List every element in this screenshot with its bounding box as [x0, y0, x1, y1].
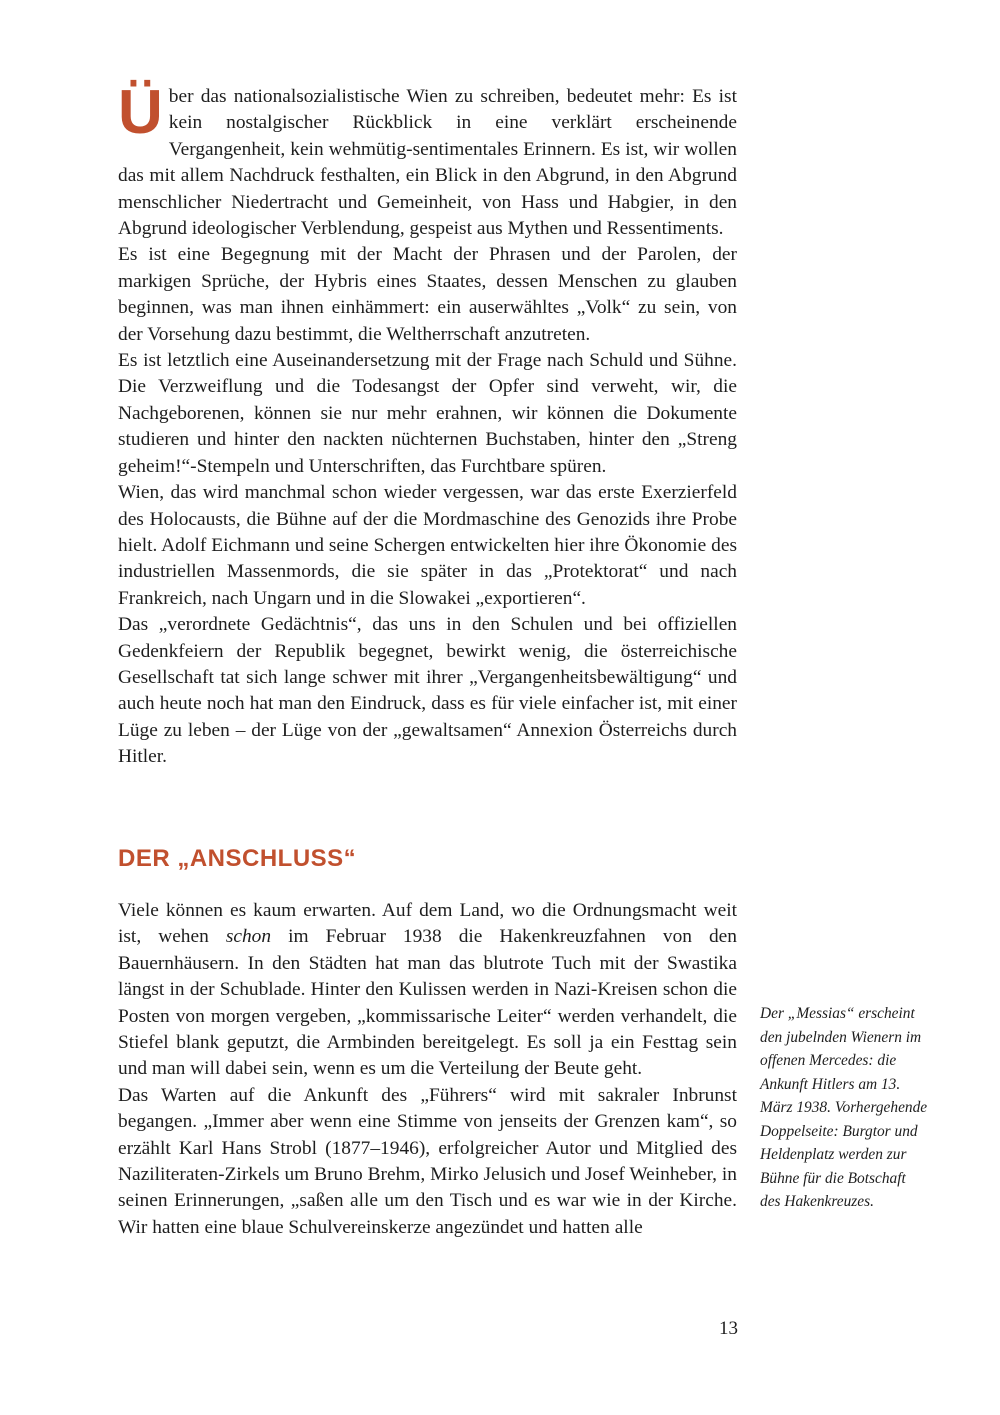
section-paragraph-1	[118, 898, 737, 1083]
section-paragraph-2: Das Warten auf die Ankunft des „Führers“ wird mit sakraler Inbrunst begangen. „Immer aber wenn eine Stimme von jenseits der Grenzen kam“, so erzählt Karl Hans Strobl (1877–1946), erfolgreicher Autor und Mitglied des Naziliteraten-Zirkels um Bruno Brehm, Mirko Jelusich und Josef Weinheber, in seinen Erinnerungen, „saßen alle um den Tisch und es war wie in der Kirche. Wir hatten eine blaue Schulvereinskerze angezündet und hatten alle	[118, 1084, 737, 1238]
intro-paragraph-3: Es ist letztlich eine Auseinandersetzung mit der Frage nach Schuld und Sühne. Die Verzweiflung und die Todesangst der Opfer sind verweht, wir, die Nachgeborenen, können sie nur mehr erahnen, wir können die Dokumente studieren und hinter den nackten nüchternen Buchstaben, hinter den „Streng geheim!“-Stempeln und Unterschriften, das Furchtbare spüren.	[118, 350, 737, 477]
section-text-block	[118, 898, 737, 1241]
emphasized-word: schon	[225, 926, 272, 948]
drop-cap-letter: Ü	[118, 78, 163, 147]
section-heading: DER „ANSCHLUSS“	[118, 845, 357, 872]
section-paragraph-1-start: Viele können es kaum erwarten. Auf dem Land, wo die Ordnungsmacht weit ist, wehen	[118, 900, 737, 948]
page-number: 13	[719, 1318, 738, 1339]
intro-paragraph-1-text: ber das nationalsozialistische Wien zu schreiben, bedeutet mehr: Es ist kein nostalgischer Rückblick in eine verklärt erscheinende Vergangenheit, kein wehmütig-sentimentales Erinnern. Es ist, wir wollen das mit allem Nachdruck festhalten, ein Blick in den Abgrund, in den Abgrund menschlicher Niedertracht und Gemeinheit, von Hass und Habgier, in den Abgrund ideologischer Verblendung, gespeist aus Mythen und Ressentiments.	[118, 86, 737, 240]
section-paragraph-1-rest: im Februar 1938 die Hakenkreuzfahnen von den Bauernhäusern. In den Städten hat man das blutrote Tuch mit der Swastika längst in der Schublade. Hinter den Kulissen werden in Nazi-Kreisen schon die Posten von morgen vergeben, „kommissarische Leiter“ werden verhandelt, die Stiefel blank geputzt, die Armbinden bereitgelegt. Es soll ja ein Festtag sein und man will dabei sein, wenn es um die Verteilung der Beute geht.	[118, 926, 737, 1080]
image-caption: Der „Messias“ erscheint den jubelnden Wienern im offenen Mercedes: die Ankunft Hitlers am 13. März 1938. Vorhergehende Doppelseite: Burgtor und Heldenplatz werden zur Bühne für die Botschaft des Hakenkreuzes.	[760, 1005, 928, 1210]
intro-paragraph-1	[118, 78, 737, 242]
intro-text-block	[118, 78, 737, 771]
intro-paragraph-2: Es ist eine Begegnung mit der Macht der Phrasen und der Parolen, der markigen Sprüche, der Hybris eines Staates, dessen Menschen zu glauben beginnen, was man ihnen einhämmert: ein auserwähltes „Volk“ zu sein, von der Vorsehung dazu bestimmt, die Weltherrschaft anzutreten.	[118, 244, 737, 345]
intro-paragraph-4: Wien, das wird manchmal schon wieder vergessen, war das erste Exerzierfeld des Holocausts, die Bühne auf der die Mordmaschine des Genozids ihre Probe hielt. Adolf Eichmann und seine Schergen entwickelten hier ihre Ökonomie des industriellen Massenmords, die sie später in das „Protektorat“ und nach Frankreich, nach Ungarn und in die Slowakei „exportieren“.	[118, 482, 737, 609]
intro-paragraph-5: Das „verordnete Gedächtnis“, das uns in den Schulen und bei offiziellen Gedenkfeiern der Republik begegnet, bewirkt wenig, die österreichische Gesellschaft tat sich lange schwer mit ihrer „Vergangenheitsbewältigung“ und auch heute noch hat man den Eindruck, dass es für viele einfacher ist, mit einer Lüge zu leben – der Lüge von der „gewaltsamen“ Annexion Österreichs durch Hitler.	[118, 614, 737, 768]
